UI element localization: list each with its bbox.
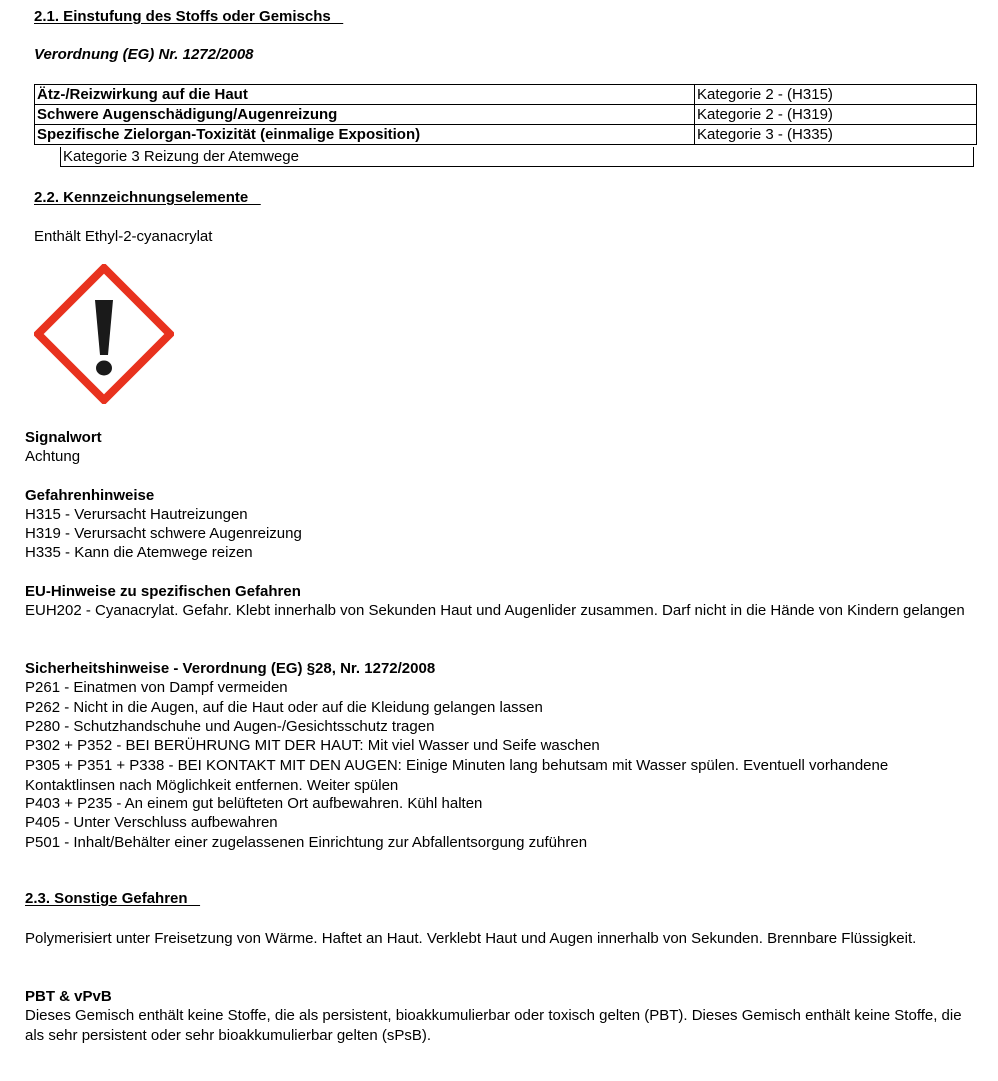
hazard-statements-label: Gefahrenhinweise: [25, 487, 155, 504]
regulation-title: Verordnung (EG) Nr. 1272/2008: [34, 46, 254, 63]
eu-hazards-label: EU-Hinweise zu spezifischen Gefahren: [25, 583, 301, 600]
precaution-statement: P305 + P351 + P338 - BEI KONTAKT MIT DEN AUGEN: Einige Minuten lang behutsam mit Wasser spülen. Eventuell vorhandene Kontaktlinsen nach Möglichkeit entfernen. Weiter spülen: [25, 757, 889, 794]
eu-hazards-text: EUH202 - Cyanacrylat. Gefahr. Klebt innerhalb von Sekunden Haut und Augenlider zusammen. Darf nicht in die Hände von Kindern gelangen: [25, 602, 965, 619]
precaution-statement: P280 - Schutzhandschuhe und Augen-/Gesichtsschutz tragen: [25, 718, 435, 735]
hazard-statement: H319 - Verursacht schwere Augenreizung: [25, 525, 302, 542]
precaution-statement: P302 + P352 - BEI BERÜHRUNG MIT DER HAUT: Mit viel Wasser und Seife waschen: [25, 737, 600, 754]
section-2-3-heading: 2.3. Sonstige Gefahren: [25, 890, 201, 907]
table-row: [35, 125, 977, 145]
category-cell: Kategorie 2 - (H319): [695, 105, 977, 125]
signal-word: Achtung: [25, 448, 81, 465]
precaution-statement: P501 - Inhalt/Behälter einer zugelassenen Einrichtung zur Abfallentsorgung zuführen: [25, 834, 588, 851]
hazard-class-cell: Spezifische Zielorgan-Toxizität (einmalige Exposition): [35, 125, 695, 145]
sub-category-row: Kategorie 3 Reizung der Atemwege: [60, 147, 974, 167]
hazard-class-cell: Ätz-/Reizwirkung auf die Haut: [35, 85, 695, 105]
precaution-statement: P405 - Unter Verschluss aufbewahren: [25, 814, 278, 831]
precaution-statement: P261 - Einatmen von Dampf vermeiden: [25, 679, 288, 696]
hazard-statement: H315 - Verursacht Hautreizungen: [25, 506, 248, 523]
hazard-class-cell: Schwere Augenschädigung/Augenreizung: [35, 105, 695, 125]
contains-text: Enthält Ethyl-2-cyanacrylat: [34, 228, 213, 245]
category-cell: Kategorie 3 - (H335): [695, 125, 977, 145]
category-cell: Kategorie 2 - (H315): [695, 85, 977, 105]
table-row: [35, 85, 977, 105]
pbt-text: Dieses Gemisch enthält keine Stoffe, die als persistent, bioakkumulierbar oder toxisch gelten (PBT). Dieses Gemisch enthält keine Stoffe, die als sehr persistent oder sehr bioakkumulierbar gelten (sPsB).: [25, 1007, 962, 1044]
classification-table: [34, 84, 977, 145]
pbt-label: PBT & vPvB: [25, 988, 112, 1005]
hazard-statement: H335 - Kann die Atemwege reizen: [25, 544, 253, 561]
signal-word-label: Signalwort: [25, 429, 102, 446]
precaution-statement: P262 - Nicht in die Augen, auf die Haut oder auf die Kleidung gelangen lassen: [25, 699, 543, 716]
precaution-statement: P403 + P235 - An einem gut belüfteten Ort aufbewahren. Kühl halten: [25, 795, 483, 812]
exclamation-mark-ghs07-icon: [34, 264, 174, 404]
section-2-2-heading: 2.2. Kennzeichnungselemente: [34, 189, 261, 206]
table-row: [35, 105, 977, 125]
other-hazards-text: Polymerisiert unter Freisetzung von Wärme. Haftet an Haut. Verklebt Haut und Augen innerhalb von Sekunden. Brennbare Flüssigkeit.: [25, 930, 917, 947]
section-2-1-heading: 2.1. Einstufung des Stoffs oder Gemischs: [34, 8, 344, 25]
precautions-label: Sicherheitshinweise - Verordnung (EG) §28, Nr. 1272/2008: [25, 660, 436, 677]
